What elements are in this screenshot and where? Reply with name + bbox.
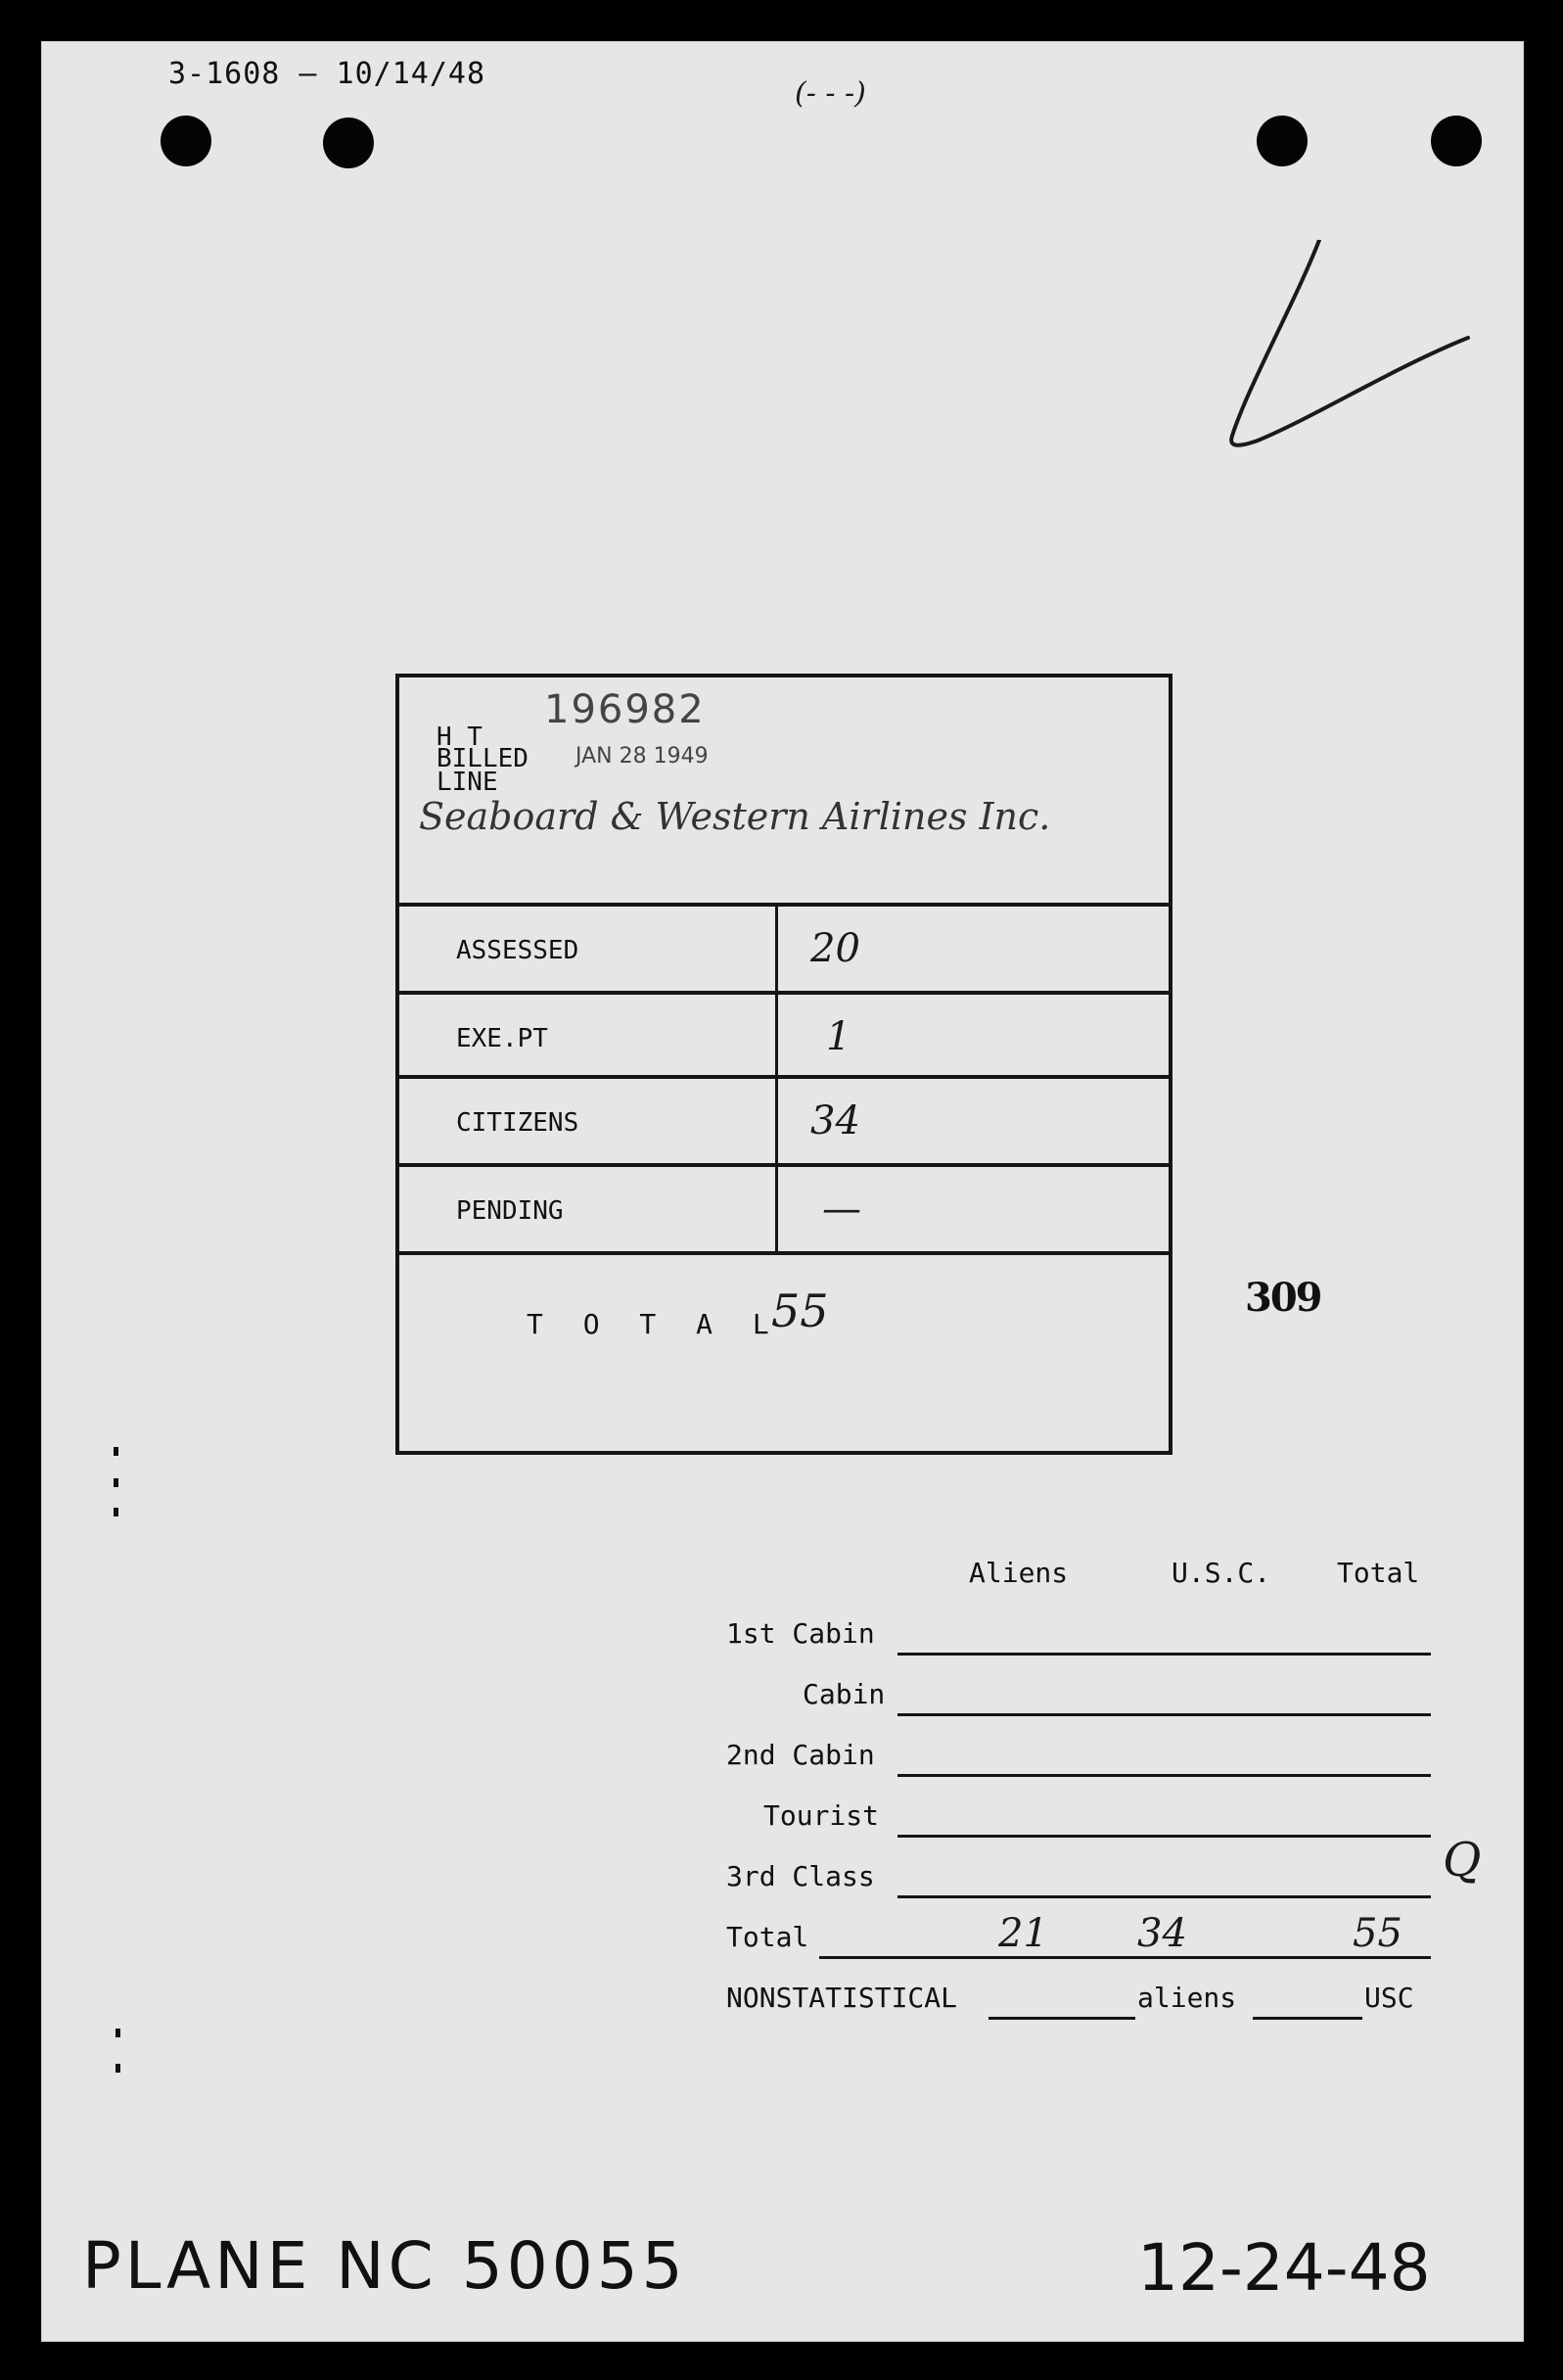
citizens-value: 34: [810, 1098, 860, 1143]
total-usc-value: 34: [1137, 1911, 1187, 1956]
row-label: Total: [726, 1921, 809, 1953]
punch-hole-3: [1257, 116, 1308, 166]
circled-mark: Q: [1443, 1833, 1482, 1888]
total-row: [399, 1251, 1169, 1447]
exempt-label: EXE.PT: [456, 1024, 548, 1053]
plane-annotation: PLANE NC 50055: [82, 2228, 687, 2304]
ht-label: H T: [437, 723, 483, 752]
edge-speck: [114, 1478, 118, 1487]
total-total-value: 55: [1353, 1911, 1402, 1956]
line-handwritten-value: Seaboard & Western Airlines Inc.: [419, 795, 1051, 838]
checkmark-icon: [1228, 240, 1483, 455]
box-header: [399, 677, 1169, 905]
row-label: 3rd Class: [726, 1860, 875, 1892]
pending-value: —: [822, 1187, 861, 1232]
column-aliens: Aliens: [969, 1557, 1069, 1589]
first-cabin-row: [726, 1617, 1431, 1666]
nonstatistical-row: [726, 1982, 1490, 2030]
assessed-label: ASSESSED: [456, 936, 579, 965]
edge-speck: [114, 1508, 118, 1517]
citizens-row: [399, 1075, 1169, 1167]
row-label: 1st Cabin: [726, 1617, 875, 1650]
line-label: LINE: [437, 768, 498, 797]
assessed-row: [399, 903, 1169, 995]
top-mark: (- - -): [795, 76, 866, 111]
row-label: 2nd Cabin: [726, 1739, 875, 1771]
billed-label: BILLED: [437, 744, 529, 773]
edge-speck: [114, 1447, 118, 1456]
second-cabin-row: [726, 1739, 1431, 1788]
pending-row: [399, 1163, 1169, 1255]
citizens-label: CITIZENS: [456, 1108, 579, 1138]
exempt-value: 1: [826, 1014, 851, 1059]
column-usc: U.S.C.: [1172, 1557, 1271, 1589]
aliens-label: aliens: [1137, 1982, 1237, 2014]
edge-speck: [115, 2029, 120, 2037]
billed-date-stamp: JAN 28 1949: [575, 744, 709, 769]
passenger-statistics: [726, 1557, 1490, 2027]
form-number: 3-1608 — 10/14/48: [168, 57, 486, 91]
punch-hole-4: [1431, 116, 1482, 166]
total-aliens-value: 21: [998, 1911, 1048, 1956]
assessment-box: [395, 674, 1172, 1455]
row-label: Tourist: [763, 1799, 880, 1832]
total-value: 55: [771, 1284, 829, 1337]
total-stats-row: [726, 1911, 1431, 1970]
cabin-row: [726, 1678, 1431, 1727]
assessed-value: 20: [810, 926, 860, 971]
nonstatistical-label: NONSTATISTICAL: [726, 1982, 958, 2014]
column-total: Total: [1337, 1557, 1420, 1589]
total-label: T O T A L: [527, 1308, 781, 1340]
punch-hole-2: [323, 117, 374, 168]
date-annotation: 12-24-48: [1137, 2230, 1431, 2306]
ht-number-stamp: 196982: [544, 687, 706, 732]
row-label: Cabin: [803, 1678, 886, 1710]
page-number: 309: [1245, 1275, 1321, 1321]
pending-label: PENDING: [456, 1196, 564, 1226]
exempt-row: [399, 991, 1169, 1079]
edge-speck: [115, 2064, 120, 2073]
punch-hole-1: [161, 116, 211, 166]
tourist-row: [726, 1799, 1431, 1848]
third-class-row: [726, 1860, 1431, 1909]
usc-label: USC: [1364, 1982, 1414, 2014]
